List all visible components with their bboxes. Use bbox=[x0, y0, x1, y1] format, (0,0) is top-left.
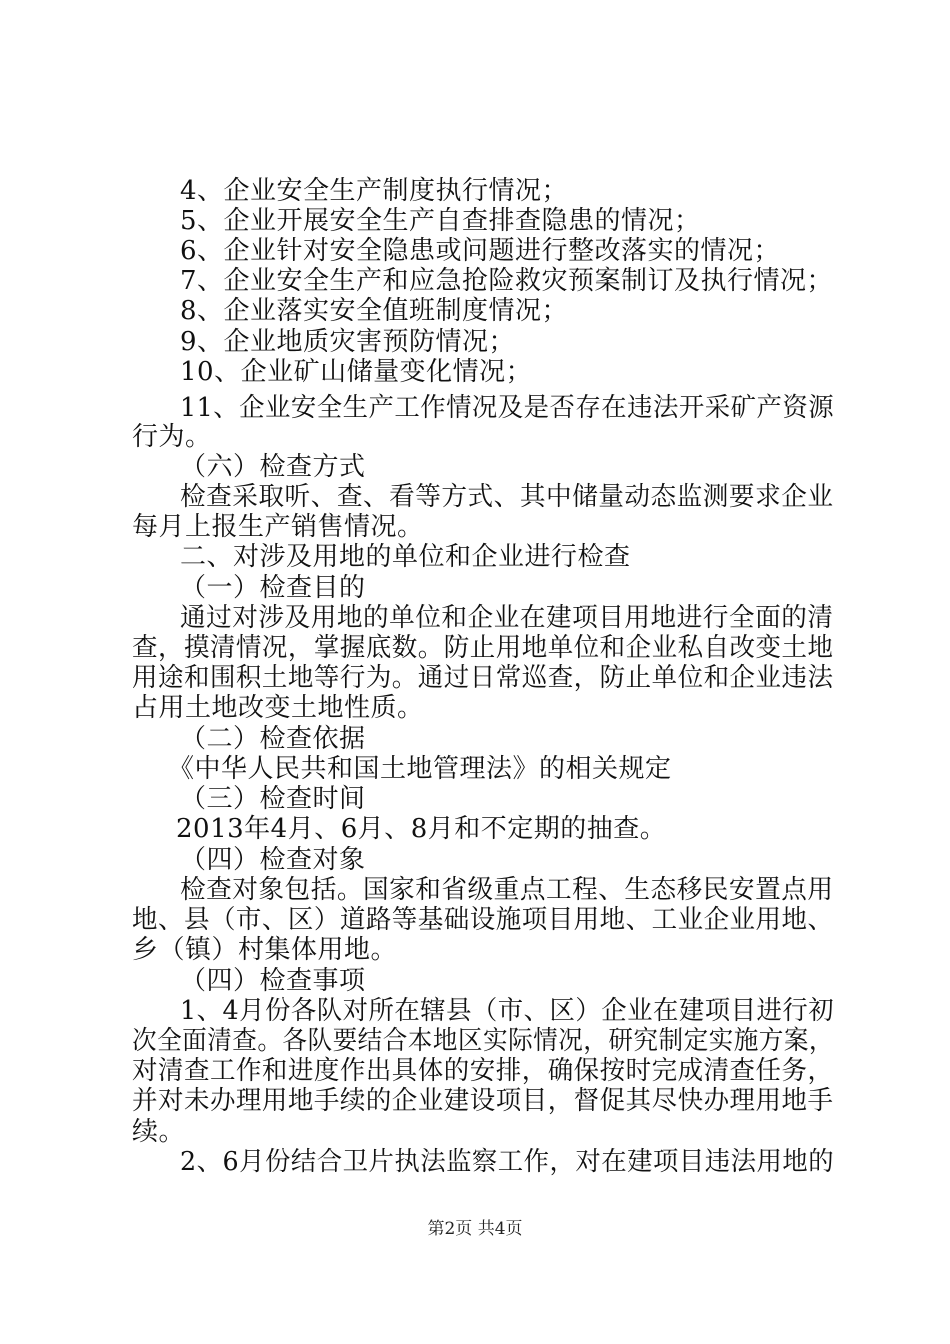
text-line-11: 检查采取听、查、看等方式、其中储量动态监测要求企业 bbox=[180, 482, 834, 512]
text-line-5: 8、企业落实安全值班制度情况； bbox=[180, 296, 569, 326]
section-heading-method: （六）检查方式 bbox=[180, 452, 366, 482]
text-line-15: 通过对涉及用地的单位和企业在建项目用地进行全面的清 bbox=[180, 603, 834, 633]
text-line-20: 《中华人民共和国土地管理法》的相关规定 bbox=[168, 754, 672, 784]
section-heading-purpose: （一）检查目的 bbox=[180, 573, 366, 603]
section-heading-land-inspection: 二、对涉及用地的单位和企业进行检查 bbox=[180, 542, 631, 572]
section-heading-items: （四）检查事项 bbox=[180, 966, 366, 996]
section-heading-objects: （四）检查对象 bbox=[180, 845, 366, 875]
text-line-12: 每月上报生产销售情况。 bbox=[132, 512, 424, 542]
text-line-22: 2013年4月、6月、8月和不定期的抽查。 bbox=[176, 814, 667, 844]
page-footer: 第2页 共4页 bbox=[427, 1219, 523, 1239]
text-line-6: 9、企业地质灾害预防情况； bbox=[180, 327, 516, 357]
section-heading-basis: （二）检查依据 bbox=[180, 724, 366, 754]
text-line-1: 4、企业安全生产制度执行情况； bbox=[180, 176, 569, 206]
text-line-16: 查，摸清情况，掌握底数。防止用地单位和企业私自改变土地 bbox=[132, 633, 834, 663]
text-line-33: 2、6月份结合卫片执法监察工作，对在建项目违法用地的 bbox=[180, 1147, 835, 1177]
text-line-17: 用途和围积土地等行为。通过日常巡查，防止单位和企业违法 bbox=[132, 663, 834, 693]
text-line-32: 续。 bbox=[132, 1117, 186, 1147]
text-line-24: 检查对象包括。国家和省级重点工程、生态移民安置点用 bbox=[180, 875, 834, 905]
text-line-7: 10、企业矿山储量变化情况； bbox=[180, 357, 533, 387]
text-line-26: 乡（镇）村集体用地。 bbox=[132, 935, 398, 965]
text-line-9: 行为。 bbox=[132, 422, 212, 452]
text-line-30: 对清查工作和进度作出具体的安排，确保按时完成清查任务， bbox=[132, 1056, 834, 1086]
text-line-31: 并对未办理用地手续的企业建设项目，督促其尽快办理用地手 bbox=[132, 1086, 834, 1116]
text-line-25: 地、县（市、区）道路等基础设施项目用地、工业企业用地、 bbox=[132, 905, 834, 935]
text-line-4: 7、企业安全生产和应急抢险救灾预案制订及执行情况； bbox=[180, 266, 834, 296]
text-line-3: 6、企业针对安全隐患或问题进行整改落实的情况； bbox=[180, 236, 781, 266]
text-line-18: 占用土地改变土地性质。 bbox=[132, 693, 424, 723]
text-line-2: 5、企业开展安全生产自查排查隐患的情况； bbox=[180, 206, 701, 236]
text-line-29: 次全面清查。各队要结合本地区实际情况，研究制定实施方案， bbox=[132, 1026, 835, 1056]
text-line-28: 1、4月份各队对所在辖县（市、区）企业在建项目进行初 bbox=[180, 996, 835, 1026]
section-heading-time: （三）检查时间 bbox=[180, 784, 366, 814]
text-line-8: 11、企业安全生产工作情况及是否存在违法开采矿产资源 bbox=[180, 393, 835, 423]
